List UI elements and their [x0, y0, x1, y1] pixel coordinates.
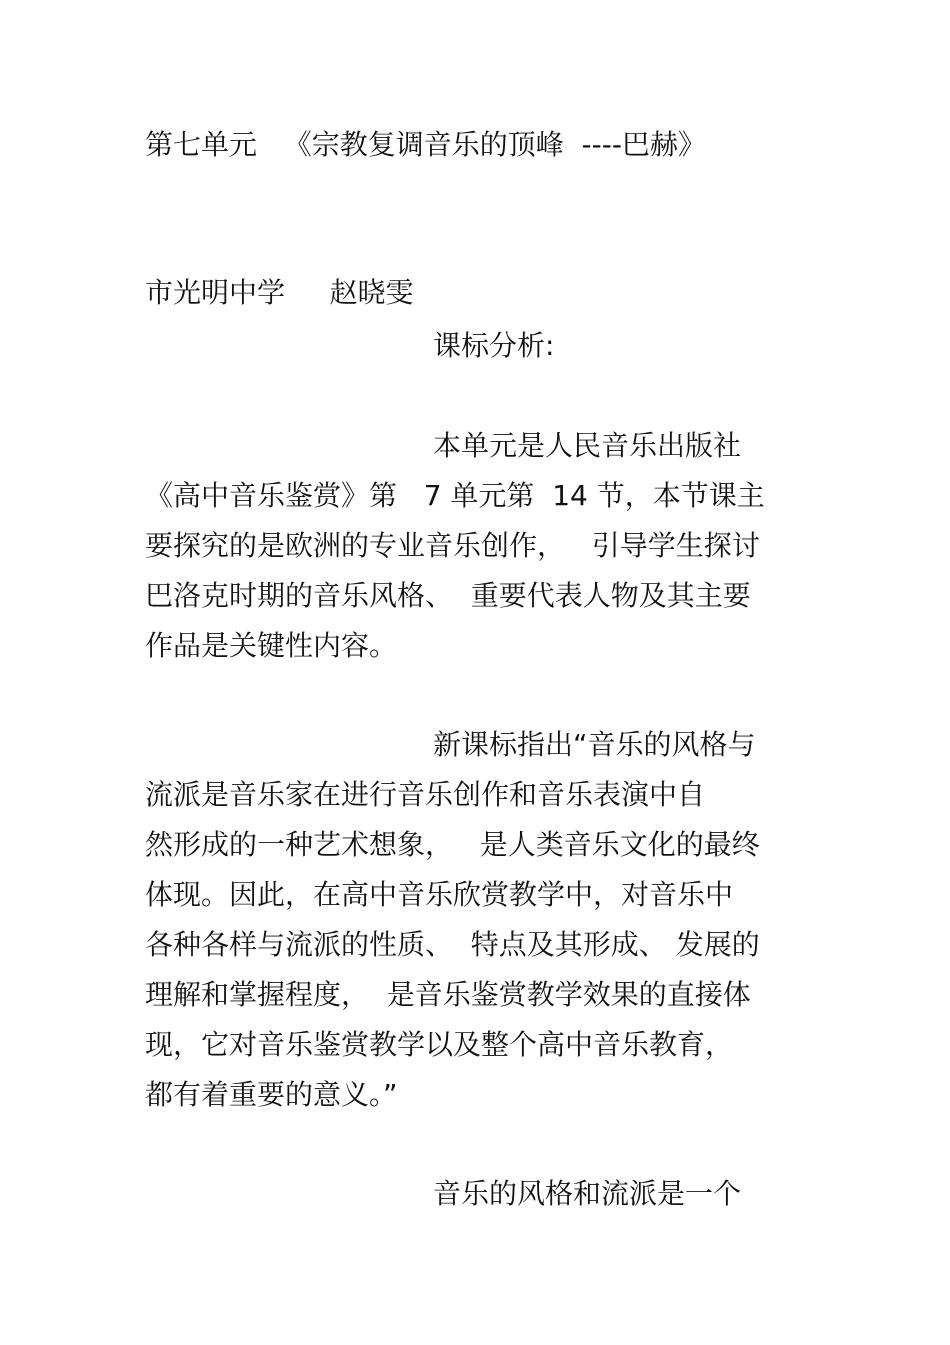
paragraph-line: 理解和掌握程度， 是音乐鉴赏教学效果的直接体	[145, 978, 751, 1011]
paragraph-line: 然形成的一种艺术想象， 是人类音乐文化的最终	[145, 828, 760, 861]
paragraph-line: 新课标指出“音乐的风格与	[433, 728, 756, 761]
paragraph-line: 流派是音乐家在进行音乐创作和音乐表演中自	[145, 778, 706, 811]
paragraph-line: 音乐的风格和流派是一个	[433, 1177, 742, 1210]
paragraph-line: 作品是关键性内容。	[145, 629, 398, 662]
paragraph-line: 本单元是人民音乐出版社	[433, 429, 742, 462]
section-heading: 课标分析:	[433, 329, 555, 362]
paragraph-line: 体现。因此，在高中音乐欣赏教学中，对音乐中	[145, 878, 734, 911]
paragraph-line: 各种各样与流派的性质、 特点及其形成、 发展的	[145, 928, 760, 961]
paragraph-line: 要探究的是欧洲的专业音乐创作， 引导学生探讨	[145, 529, 760, 562]
paragraph-line: 巴洛克时期的音乐风格、 重要代表人物及其主要	[145, 579, 751, 612]
paragraph-line: 《高中音乐鉴赏》第 7 单元第 14 节，本节课主	[145, 479, 765, 512]
document-title: 第七单元 《宗教复调音乐的顶峰 ----巴赫》	[145, 128, 706, 161]
paragraph-line: 现，它对音乐鉴赏教学以及整个高中音乐教育，	[145, 1028, 734, 1061]
paragraph-line: 都有着重要的意义。”	[145, 1078, 398, 1111]
author-line: 市光明中学 赵晓雯	[145, 276, 414, 309]
